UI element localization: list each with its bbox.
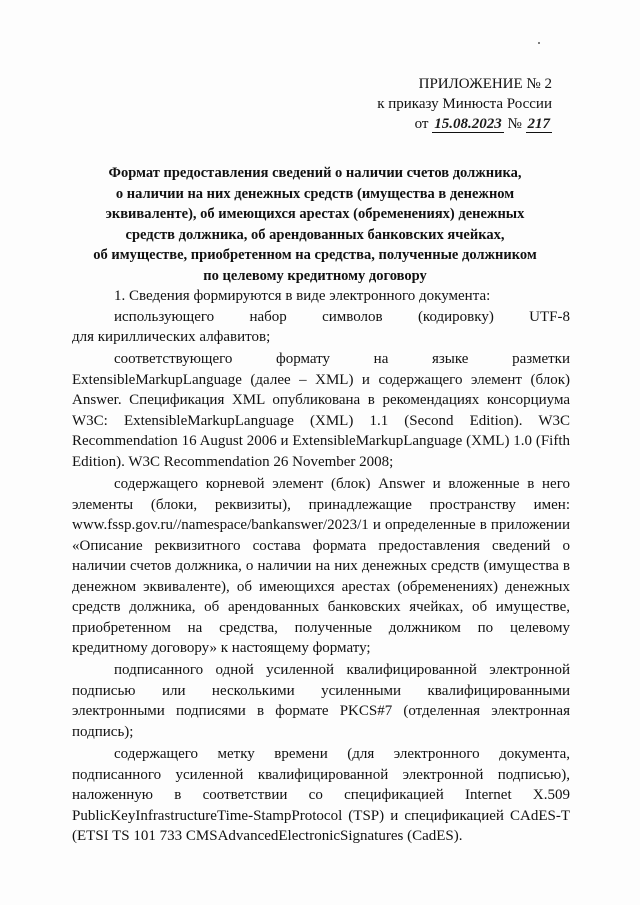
date-prefix: от — [414, 116, 429, 132]
title-line: о наличии на них денежных средств (имущества в денежном — [115, 185, 515, 202]
paragraph-root-element: содержащего корневой элемент (блок) Answer и вложенные в него элементы (блоки, реквизиты), принадлежащие пространству имен: www.fssp.gov.ru//namespace/bankanswer/2023/1 и определенные в приложении «Описание реквизитного состава формата предоставления сведений о наличии счетов должника, о наличии на них денежных средств (имущества в денежном эквиваленте), об имеющихся арестах (обременениях) денежных средств должника, об арендованных банковских ячейках, об имуществе, приобретенном на средства, полученные должником по целевому кредитному договору» к настоящему формату; — [72, 476, 570, 657]
scan-speck — [538, 42, 540, 44]
encoding-line-2: для кириллических алфавитов; — [72, 329, 271, 345]
order-reference: к приказу Минюста России — [377, 96, 552, 112]
paragraph-timestamp: содержащего метку времени (для электронного документа, подписанного усиленной квалифицированной электронной подписью), наложенную в соответствии со спецификацией Internet X.509 PublicKeyInfrastructureTime-StampProtocol (TSP) и спецификацией CAdES-T (ETSI TS 101 733 CMSAdvancedElectronicSignatures (CadES). — [72, 746, 570, 845]
title-line: Формат предоставления сведений о наличии счетов должника, — [108, 165, 522, 181]
paragraph-xml — [72, 349, 570, 472]
encoding-line-1: использующего набор символов (кодировку) UTF-8 — [114, 308, 570, 325]
xml-line-1: соответствующего формату на языке разметки — [114, 351, 570, 368]
title-line: об имуществе, приобретенном на средства, полученные должником — [93, 247, 537, 263]
handwritten-number: 217 — [527, 116, 550, 132]
appendix-header — [377, 74, 552, 134]
document-title — [80, 163, 550, 286]
number-prefix: № — [507, 116, 522, 132]
title-line: средств должника, об арендованных банковских ячейках, — [125, 226, 505, 243]
title-line: по целевому кредитному договору — [203, 267, 427, 284]
title-line: эквиваленте), об имеющихся арестах (обременениях) денежных — [105, 206, 525, 222]
paragraph-signature: подписанного одной усиленной квалифицированной электронной подписью или несколькими усиленными квалифицированными электронными подписями в формате PKCS#7 (отделенная электронная подпись); — [72, 662, 570, 740]
paragraph-1: 1. Сведения формируются в виде электронного документа: — [114, 288, 491, 304]
appendix-number: ПРИЛОЖЕНИЕ № 2 — [418, 76, 552, 92]
xml-rest: ExtensibleMarkupLanguage (далее – XML) и содержащего элемент (блок) Answer. Спецификация XML опубликована в рекомендациях консорциума W3C: ExtensibleMarkupLanguage (XML) 1.1 (Second Edition). W3C Recommendation 16 August 2006 и ExtensibleMarkupLanguage (XML) 1.0 (Fifth Edition). W3C Recommendation 26 November 2008; — [72, 371, 570, 470]
paragraph-encoding — [72, 307, 570, 348]
order-date-line — [377, 114, 552, 134]
document-body — [72, 286, 570, 848]
handwritten-date: 15.08.2023 — [434, 116, 502, 132]
